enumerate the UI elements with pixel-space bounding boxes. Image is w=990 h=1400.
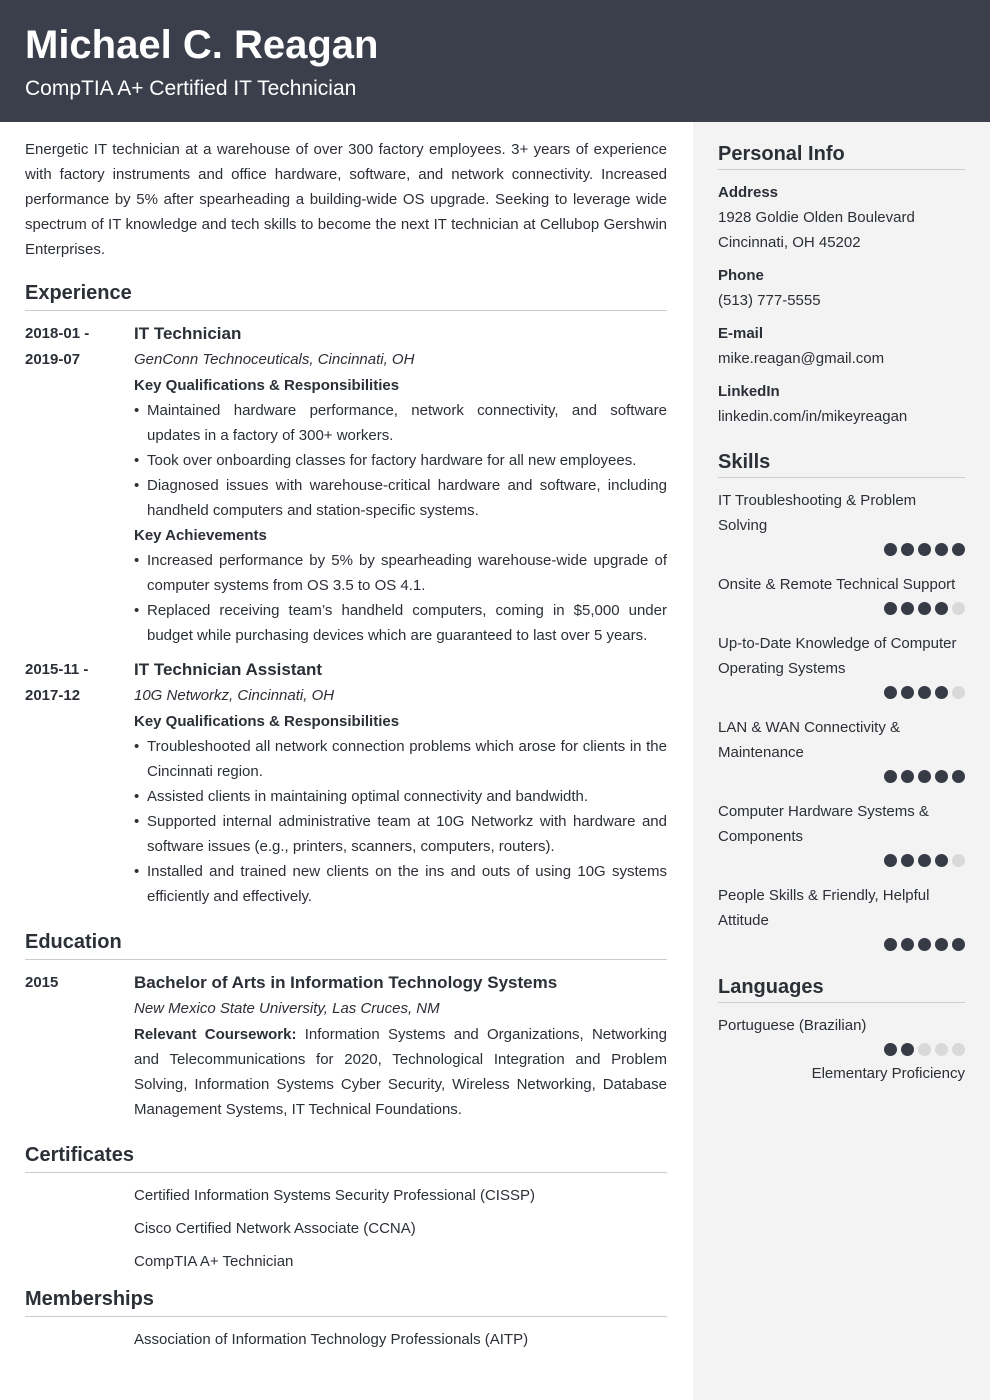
phone-value: (513) 777-5555 [718,292,821,309]
experience-heading: Experience [25,280,667,311]
rating-dot-filled [952,770,965,783]
linkedin-label: LinkedIn [718,383,780,400]
membership-item: Association of Information Technology Professionals (AITP) [134,1331,529,1348]
rating-dot-filled [901,770,914,783]
rating-dots [718,938,965,952]
rating-dots [718,854,965,868]
address-line-2: Cincinnati, OH 45202 [718,234,861,251]
skill-name: Onsite & Remote Technical Support [718,576,956,593]
rating-dot-filled [935,686,948,699]
list-item: • Assisted clients in maintaining optimal connectivity and bandwidth. [134,784,667,809]
list-item: • Replaced receiving team’s handheld computers, coming in $5,000 under budget while purchasing devices which are guaranteed to last over 5 years. [134,598,667,648]
rating-dot-empty [952,854,965,867]
language-proficiency: Elementary Proficiency [811,1065,965,1082]
languages-heading: Languages [718,974,965,1003]
rating-dot-filled [901,938,914,951]
rating-dot-filled [884,854,897,867]
candidate-name: Michael C. Reagan [25,23,379,67]
rating-dot-filled [884,1043,897,1056]
certificate-item: Cisco Certified Network Associate (CCNA) [134,1220,416,1237]
skill-name: Up-to-Date Knowledge of Computer Operating Systems [718,635,957,677]
address-line-1: 1928 Goldie Olden Boulevard [718,209,915,226]
skill-item [718,883,965,952]
job-role: IT Technician Assistant [134,660,322,679]
email-value: mike.reagan@gmail.com [718,350,885,367]
certificates-list [25,1183,667,1274]
rating-dot-filled [918,543,931,556]
skill-item [718,631,965,700]
job-date-end: 2019-07 [25,351,81,368]
responsibilities-label: Key Qualifications & Responsibilities [134,713,400,730]
job-dates [25,657,125,709]
rating-dot-filled [935,602,948,615]
rating-dot-filled [918,770,931,783]
rating-dot-filled [884,602,897,615]
rating-dot-filled [901,854,914,867]
rating-dot-filled [935,938,948,951]
rating-dot-filled [884,770,897,783]
responsibilities-label: Key Qualifications & Responsibilities [134,377,400,394]
rating-dot-empty [935,1043,948,1056]
responsibilities-list [134,734,667,909]
rating-dot-filled [918,602,931,615]
language-item [718,1013,965,1086]
rating-dot-filled [901,543,914,556]
list-item: • Maintained hardware performance, network connectivity, and software updates in a factory of 300+ workers. [134,398,667,448]
list-item: • Took over onboarding classes for factory hardware for all new employees. [134,448,667,473]
rating-dot-filled [952,543,965,556]
job-role: IT Technician [134,324,242,343]
rating-dot-filled [901,1043,914,1056]
rating-dots [718,686,965,700]
education-year: 2015 [25,974,59,991]
rating-dot-filled [918,686,931,699]
rating-dot-filled [901,602,914,615]
rating-dot-filled [884,543,897,556]
resume-header [0,0,990,122]
memberships-list [25,1327,667,1352]
rating-dot-empty [918,1043,931,1056]
phone-label: Phone [718,267,764,284]
skill-item [718,715,965,784]
skill-name: IT Troubleshooting & Problem Solving [718,492,917,534]
rating-dots [718,770,965,784]
personal-info-section [718,141,965,1086]
summary-paragraph: Energetic IT technician at a warehouse of over 300 factory employees. 3+ years of experience with factory instruments and office hardware, software, and network connectivity. Increased performance by 5% after spearheading a building-wide OS upgrade. Seeking to leverage wide spectrum of IT knowledge and tech skills to become the next IT technician at Cellubop Gershwin Enterprises. [25,141,667,258]
skills-heading: Skills [718,449,965,478]
rating-dot-filled [935,854,948,867]
degree-title: Bachelor of Arts in Information Technology Systems [134,973,558,992]
education-entry [25,970,667,1122]
achievements-list [134,548,667,648]
rating-dot-filled [935,770,948,783]
coursework-label: Relevant Coursework: [134,1026,297,1043]
skill-name: LAN & WAN Connectivity & Maintenance [718,719,900,761]
list-item: • Diagnosed issues with warehouse-critical hardware and software, including handheld computers and station-specific systems. [134,473,667,523]
skill-item [718,488,965,557]
linkedin-value: linkedin.com/in/mikeyreagan [718,408,908,425]
main-column [25,137,667,1360]
skill-item [718,572,965,616]
list-item: • Increased performance by 5% by spearheading warehouse-wide upgrade of computer systems from OS 3.5 to OS 4.1. [134,548,667,598]
languages-list [718,1013,965,1086]
certificate-item: CompTIA A+ Technician [134,1253,294,1270]
list-item: • Supported internal administrative team at 10G Networkz with hardware and software issues (e.g., printers, scanners, computers, routers). [134,809,667,859]
rating-dot-empty [952,1043,965,1056]
candidate-title: CompTIA A+ Certified IT Technician [25,77,357,100]
list-item: • Troubleshooted all network connection problems which arose for clients in the Cincinnati region. [134,734,667,784]
rating-dot-filled [918,854,931,867]
language-name: Portuguese (Brazilian) [718,1017,867,1034]
email-label: E-mail [718,325,764,342]
job-date-start: 2015-11 - [25,661,89,678]
memberships-heading: Memberships [25,1286,667,1317]
list-item: • Installed and trained new clients on the ins and outs of using 10G systems efficiently and effectively. [134,859,667,909]
job-employer: GenConn Technoceuticals, Cincinnati, OH [134,351,415,368]
skill-name: People Skills & Friendly, Helpful Attitude [718,887,930,929]
job-date-end: 2017-12 [25,687,81,704]
experience-entry [25,657,667,909]
rating-dots [718,543,965,557]
rating-dot-empty [952,602,965,615]
job-employer: 10G Networkz, Cincinnati, OH [134,687,335,704]
rating-dot-filled [952,938,965,951]
rating-dot-filled [884,938,897,951]
rating-dot-empty [952,686,965,699]
certificate-item: Certified Information Systems Security Professional (CISSP) [134,1187,535,1204]
job-date-start: 2018-01 - [25,325,90,342]
school-name: New Mexico State University, Las Cruces, NM [134,1000,440,1017]
skill-name: Computer Hardware Systems & Components [718,803,929,845]
rating-dots [718,602,965,616]
rating-dot-filled [884,686,897,699]
experience-entry [25,321,667,648]
achievements-label: Key Achievements [134,527,267,544]
education-heading: Education [25,929,667,960]
job-dates [25,321,125,373]
coursework-text: Information Systems and Organizations, Networking and Telecommunications for 2020, Technological Integration and Problem Solving, Information Systems Cyber Security, Wireless Networking, Database Management Systems, IT Technical Foundations. [134,1026,667,1118]
address-label: Address [718,184,779,201]
skill-item [718,799,965,868]
personal-info-heading: Personal Info [718,141,965,170]
rating-dot-filled [901,686,914,699]
rating-dots [718,1043,965,1057]
rating-dot-filled [935,543,948,556]
coursework [134,1022,667,1122]
responsibilities-list [134,398,667,523]
certificates-heading: Certificates [25,1142,667,1173]
rating-dot-filled [918,938,931,951]
skills-list [718,488,965,952]
